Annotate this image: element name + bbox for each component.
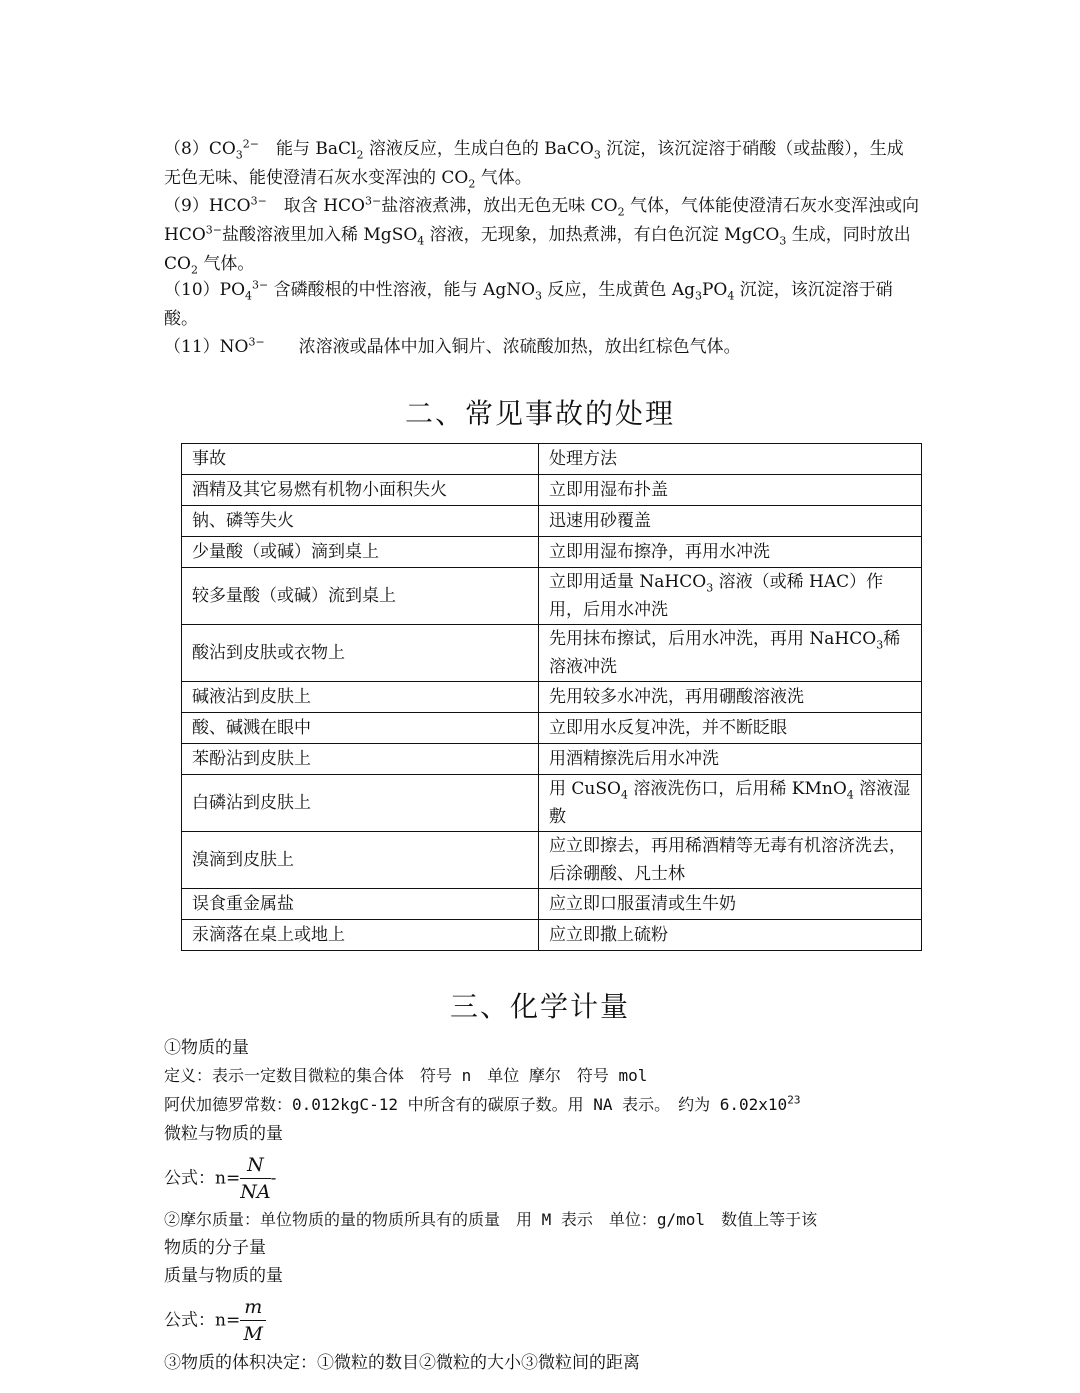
method-cell: 立即用适量 NaHCO$_3$ 溶液（或稀 HAC）作用，后用水冲洗 <box>539 568 922 625</box>
accident-cell: 溴滴到皮肤上 <box>182 832 539 889</box>
definition-line: 定义：表示一定数目微粒的集合体 符号 n 单位 摩尔 符号 mol <box>164 1066 648 1085</box>
table-row <box>182 506 922 537</box>
accident-cell: 酸、碱溅在眼中 <box>182 713 539 744</box>
header-cell-method: 处理方法 <box>539 444 922 475</box>
method-cell: 用 CuSO$_4$ 溶液洗伤口，后用稀 KMnO$_4$ 溶液湿敷 <box>539 775 922 832</box>
section-title-stoichiometry: 三、化学计量 <box>449 990 630 1023</box>
table-row <box>182 889 922 920</box>
molar-mass-line-2: 物质的分子量 <box>164 1238 266 1258</box>
header-cell-accident: 事故 <box>182 444 539 475</box>
avogadro-line: 阿伏加德罗常数：0.012kgC-12 中所含有的碳原子数。用 NA 表示。 约为 $6.02x10^{23}$ <box>164 1093 801 1114</box>
accident-cell: 酸沾到皮肤或衣物上 <box>182 625 539 682</box>
amount-of-substance-heading: ①物质的量 <box>164 1038 249 1058</box>
accident-cell: 酒精及其它易燃有机物小面积失火 <box>182 475 539 506</box>
table-row <box>182 775 922 832</box>
method-cell: 用酒精擦洗后用水冲洗 <box>539 744 922 775</box>
method-cell: 立即用湿布擦净，再用水冲洗 <box>539 537 922 568</box>
formula-n-N-NA: 公式：n= $\frac{N}{NA}$ - <box>164 1154 277 1203</box>
accident-cell: 少量酸（或碱）滴到桌上 <box>182 537 539 568</box>
method-cell: 应立即口服蛋清或生牛奶 <box>539 889 922 920</box>
molar-mass-line: ②摩尔质量：单位物质的量的物质所具有的质量 用 M 表示 单位：g/mol 数值上等于该 <box>164 1210 818 1229</box>
fraction: $\frac{m}{M}$ <box>240 1294 266 1347</box>
table-header-row <box>182 444 922 475</box>
ion-paragraph-10: $(10)PO_4^{3-}$ 含磷酸根的中性溶液，能与 AgNO$_3$ 反应，生成黄色 $Ag_3PO_4$ 沉淀，该沉淀溶于硝酸。 <box>164 278 893 329</box>
accident-cell: 误食重金属盐 <box>182 889 539 920</box>
accident-cell: 苯酚沾到皮肤上 <box>182 744 539 775</box>
accident-cell: 碱液沾到皮肤上 <box>182 682 539 713</box>
method-cell: 立即用湿布扑盖 <box>539 475 922 506</box>
method-cell: 先用抹布擦试，后用水冲洗，再用 NaHCO$_3$稀溶液冲洗 <box>539 625 922 682</box>
table-row <box>182 475 922 506</box>
table-row <box>182 832 922 889</box>
accident-cell: 白磷沾到皮肤上 <box>182 775 539 832</box>
volume-factors-line: ③物质的体积决定：①微粒的数目②微粒的大小③微粒间的距离 <box>164 1353 640 1373</box>
particle-amount-heading: 微粒与物质的量 <box>164 1124 283 1144</box>
method-cell: 应立即撒上硫粉 <box>539 920 922 951</box>
formula-n-m-M: 公式：n= $\frac{m}{M}$ <box>164 1294 924 1347</box>
method-cell: 立即用水反复冲洗，并不断眨眼 <box>539 713 922 744</box>
accident-cell: 汞滴落在桌上或地上 <box>182 920 539 951</box>
ion-paragraph-9: $(9)HCO^{3-}$ 取含 $HCO^{3-}$盐溶液煮沸，放出无色无味 $CO_2$ 气体，气体能使澄清石灰水变浑浊或向 $HCO^{3-}$盐酸溶液里加入稀 MgSO$_4$ 溶液，无现象，加热煮沸，有白色沉淀 MgCO$_3$ 生成，同时放出 $CO_2$ 气体。 <box>164 194 919 277</box>
table-row <box>182 568 922 625</box>
table-row <box>182 682 922 713</box>
method-cell: 应立即擦去，再用稀酒精等无毒有机溶济洗去，后涂硼酸、凡士林 <box>539 832 922 889</box>
mass-amount-heading: 质量与物质的量 <box>164 1266 283 1286</box>
table-row <box>182 713 922 744</box>
method-cell: 迅速用砂覆盖 <box>539 506 922 537</box>
ion-paragraph-11: $(11)NO^{3-}$ 浓溶液或晶体中加入铜片、浓硫酸加热，放出红棕色气体。 <box>164 335 741 357</box>
accident-table <box>181 443 922 951</box>
fraction: $\frac{N}{NA}$ <box>240 1154 271 1203</box>
table-row <box>182 537 922 568</box>
accident-cell: 较多量酸（或碱）流到桌上 <box>182 568 539 625</box>
section-title-accidents: 二、常见事故的处理 <box>404 397 675 430</box>
table-row <box>182 744 922 775</box>
ion-paragraph-8: $(8)CO_3^{2-}$ 能与 BaCl$_2$ 溶液反应，生成白色的 BaCO$_3$ 沉淀，该沉淀溶于硝酸（或盐酸），生成无色无味、能使澄清石灰水变浑浊的 $CO_2$ 气体。 <box>164 137 904 191</box>
method-cell: 先用较多水冲洗，再用硼酸溶液洗 <box>539 682 922 713</box>
table-row <box>182 920 922 951</box>
table-row <box>182 625 922 682</box>
accident-cell: 钠、磷等失火 <box>182 506 539 537</box>
